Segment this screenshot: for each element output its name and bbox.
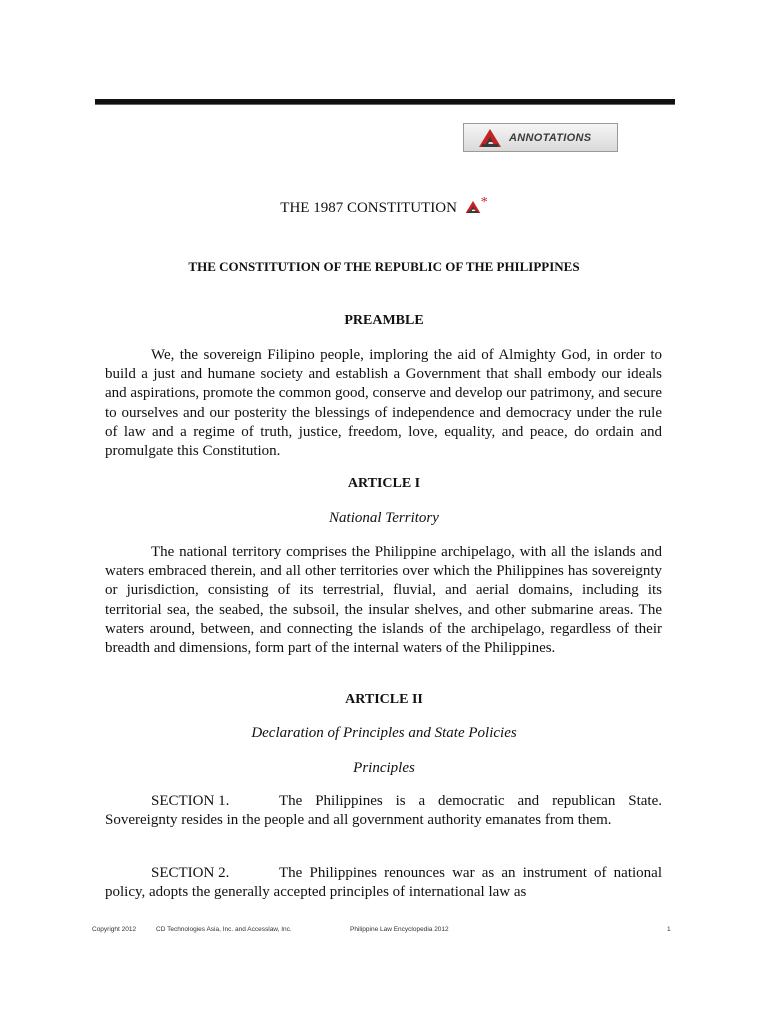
footer-company: CD Technologies Asia, Inc. and Accesslaw, Inc. — [156, 926, 292, 933]
article-1-text: The national territory comprises the Philippine archipelago, with all the islands and waters embraced therein, and all other territories over which the Philippines has sovereignty or jurisdiction, consisting of its terrestrial, fluvial, and aerial domains, including its territorial sea, the seabed, the subsoil, the insular shelves, and other submarine areas. The waters around, between, and connecting the islands of the archipelago, regardless of their breadth and dimensions, form part of the internal waters of the Philippines. — [105, 544, 662, 657]
document-title-text: THE 1987 CONSTITUTION — [280, 200, 457, 216]
section-2-paragraph — [105, 864, 662, 902]
principles-heading: Principles — [353, 760, 415, 776]
annotations-button[interactable] — [463, 123, 618, 152]
article-1-heading: ARTICLE I — [347, 476, 421, 491]
preamble-text: We, the sovereign Filipino people, imploring the aid of Almighty God, in order to build a just and humane society and establish a Government that shall embody our ideals and aspirations, promote the common good, conserve and develop our patrimony, and secure to ourselves and our posterity the blessings of independence and democracy under the rule of law and a regime of truth, justice, freedom, love, equality, and peace, do ordain and promulgate this Constitution. — [105, 347, 662, 460]
annotation-marker-icon[interactable] — [465, 200, 481, 214]
title-footnote-marker: * — [480, 195, 488, 210]
annotations-logo-icon — [478, 128, 502, 148]
document-title — [0, 195, 768, 217]
article-1-paragraph — [105, 543, 662, 658]
page-footer — [92, 926, 672, 938]
preamble-paragraph — [105, 346, 662, 461]
article-1-subheading: National Territory — [329, 510, 439, 526]
annotations-button-label: ANNOTATIONS — [509, 131, 592, 144]
footer-publication: Philippine Law Encyclopedia 2012 — [350, 926, 449, 933]
article-2-heading: ARTICLE II — [345, 692, 423, 707]
footer-page-number: 1 — [667, 926, 671, 933]
preamble-heading: PREAMBLE — [344, 313, 424, 328]
document-subtitle: THE CONSTITUTION OF THE REPUBLIC OF THE PHILIPPINES — [188, 259, 580, 274]
article-2-subheading: Declaration of Principles and State Policies — [251, 725, 517, 741]
footer-copyright: Copyright 2012 — [92, 926, 137, 933]
section-2-label: SECTION 2. — [151, 865, 230, 881]
section-2-text: The Philippines renounces war as an instrument of national policy, adopts the generally accepted principles of international law as — [105, 865, 662, 901]
section-1-label: SECTION 1. — [151, 793, 230, 809]
section-1-paragraph — [105, 792, 662, 830]
section-1-text: The Philippines is a democratic and republican State. Sovereignty resides in the people and all government authority emanates from them. — [105, 793, 662, 829]
top-rule-shadow — [95, 104, 675, 105]
